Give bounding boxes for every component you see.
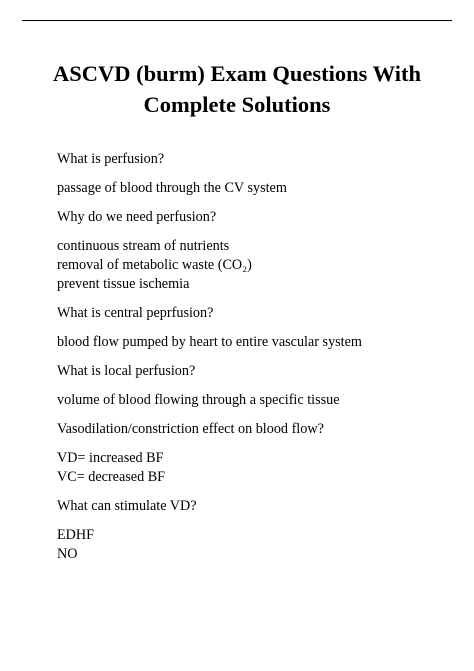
question-block — [57, 362, 457, 381]
answer-text: passage of blood through the CV system — [57, 180, 287, 196]
qa-content — [57, 150, 457, 574]
top-rule — [22, 20, 452, 21]
question-text: What is perfusion? — [57, 151, 165, 167]
title-line-1: ASCVD (burm) Exam Questions With — [53, 61, 421, 86]
answer-block — [57, 333, 457, 352]
question-text: What is local perfusion? — [57, 363, 196, 379]
answer-text: continuous stream of nutrients — [57, 238, 230, 254]
answer-text: removal of metabolic waste (CO₂) — [57, 257, 252, 273]
question-text: What can stimulate VD? — [57, 498, 197, 514]
answer-text: volume of blood flowing through a specific tissue — [57, 392, 340, 408]
question-block — [57, 497, 457, 516]
question-text: Why do we need perfusion? — [57, 209, 217, 225]
answer-block — [57, 391, 457, 410]
question-text: What is central peprfusion? — [57, 305, 214, 321]
question-block — [57, 304, 457, 323]
answer-block — [57, 526, 457, 564]
question-text: Vasodilation/constriction effect on blood flow? — [57, 421, 324, 437]
answer-text: EDHF — [57, 527, 95, 543]
question-block — [57, 150, 457, 169]
page-title — [20, 58, 454, 120]
answer-block — [57, 237, 457, 294]
answer-block — [57, 449, 457, 487]
answer-text: prevent tissue ischemia — [57, 276, 190, 292]
title-line-2: Complete Solutions — [143, 92, 331, 117]
answer-text: blood flow pumped by heart to entire vascular system — [57, 334, 362, 350]
answer-text: NO — [57, 546, 78, 562]
answer-block — [57, 179, 457, 198]
answer-text: VD= increased BF — [57, 450, 164, 466]
question-block — [57, 208, 457, 227]
answer-text: VC= decreased BF — [57, 469, 166, 485]
question-block — [57, 420, 457, 439]
